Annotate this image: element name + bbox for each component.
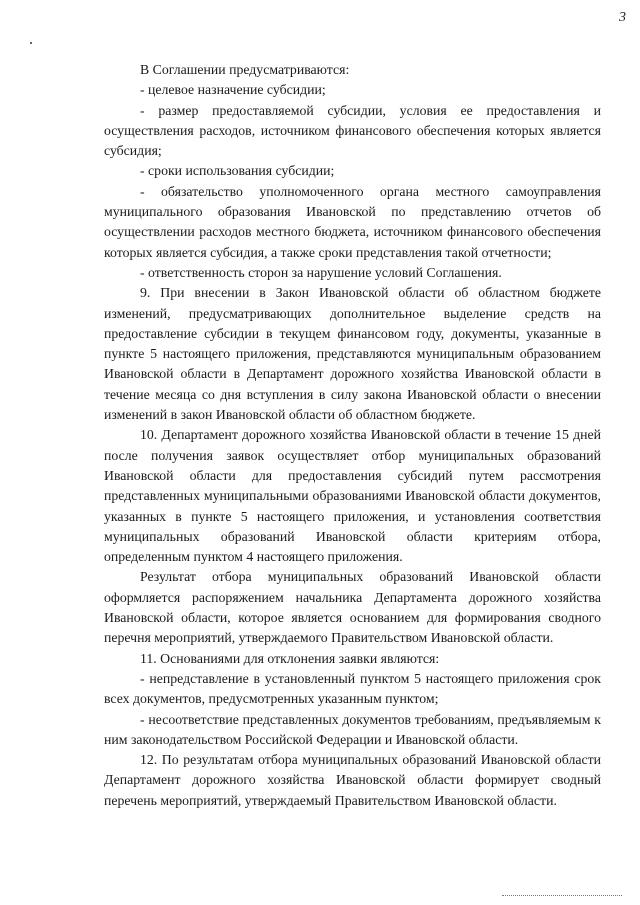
paragraph-item-12: 12. По результатам отбора муниципальных образований Ивановской области Департамент дорожного хозяйства Ивановской области формирует сводный перечень мероприятий, утверждаемый Правительством Ивановской области. bbox=[104, 752, 601, 808]
paragraph-usage-terms: - сроки использования субсидии; bbox=[140, 163, 335, 179]
paragraph-item-10: 10. Департамент дорожного хозяйства Ивановской области в течение 15 дней после получения заявок осуществляет отбор муниципальных образований Ивановской области для предоставления субсидий путем рассмотрения представленных муниципальными образованиями Ивановской области документов, указанных в пункте 5 настоящего приложения, и установления соответствия муниципальных образований Ивановской области критериям отбора, определенным пунктом 4 настоящего приложения. bbox=[104, 427, 601, 565]
paragraph-subsidy-amount: - размер предоставляемой субсидии, условия ее предоставления и осуществления расходов, источником финансового обеспечения которых является субсидия; bbox=[104, 102, 601, 159]
footer-scan-mark bbox=[502, 895, 622, 897]
paragraph-selection-result: Результат отбора муниципальных образований Ивановской области оформляется распоряжением начальника Департамента дорожного хозяйства Ивановской области, которое является основанием для формирования сводного перечня мероприятий, утверждаемого Правительством Ивановской области. bbox=[104, 569, 601, 646]
scan-speck bbox=[30, 42, 32, 44]
paragraph-agreement-intro: В Соглашении предусматриваются: bbox=[140, 62, 350, 77]
document-body bbox=[104, 60, 601, 811]
paragraph-rejection-noncompliance: - несоответствие представленных документов требованиям, предъявляемым к ним законодательством Российской Федерации и Ивановской области. bbox=[104, 711, 601, 747]
paragraph-responsibility: - ответственность сторон за нарушение условий Соглашения. bbox=[140, 264, 502, 280]
paragraph-target-purpose: - целевое назначение субсидии; bbox=[140, 82, 326, 98]
paragraph-reporting-obligation: - обязательство уполномоченного органа местного самоуправления муниципального образования Ивановской по представлению отчетов об осуществлении расходов местного бюджета, источником финансового обеспечения которых является субсидия, а также сроки представления такой отчетности; bbox=[104, 183, 601, 260]
paragraph-rejection-missing-docs: - непредставление в установленный пунктом 5 настоящего приложения срок всех документов, предусмотренных указанным пунктом; bbox=[104, 670, 601, 707]
paragraph-item-9: 9. При внесении в Закон Ивановской области об областном бюджете изменений, предусматривающих дополнительное выделение средств на предоставление субсидии в текущем финансовом году, документы, указанные в пункте 5 настоящего приложения, представляются муниципальным образованием Ивановской области в Департамент дорожного хозяйства Ивановской области в течение месяца со дня вступления в силу закона Ивановской области о внесении изменений в закон Ивановской области об областном бюджете. bbox=[104, 285, 601, 423]
paragraph-item-11: 11. Основаниями для отклонения заявки являются: bbox=[140, 650, 440, 666]
page-number: 3 bbox=[619, 10, 626, 25]
